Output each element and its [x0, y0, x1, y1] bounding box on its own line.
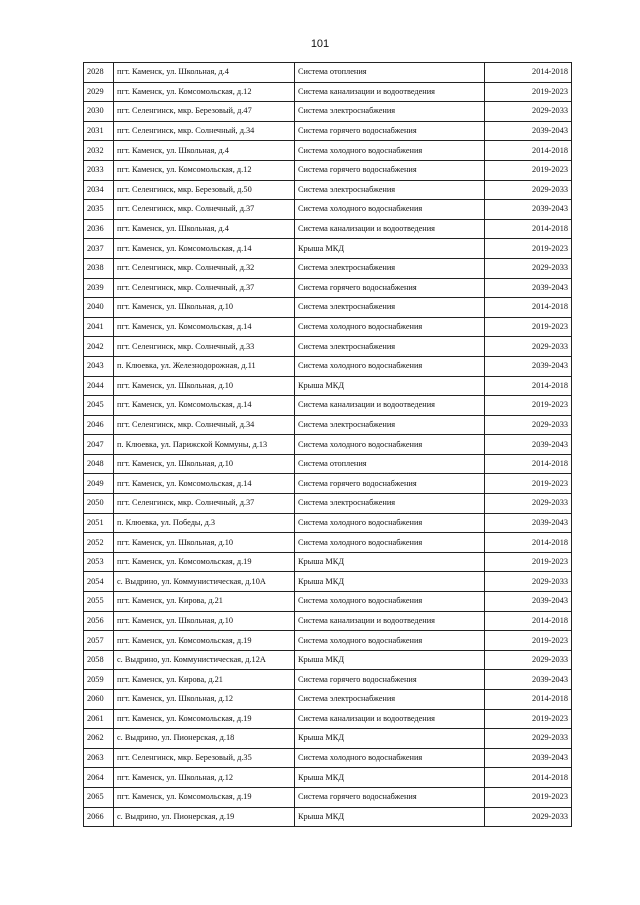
address-cell: пгт. Каменск, ул. Школьная, д.10 — [114, 298, 295, 318]
address-cell: п. Клюевка, ул. Победы, д.3 — [114, 513, 295, 533]
system-cell: Система холодного водоснабжения — [295, 317, 485, 337]
address-cell: пгт. Каменск, ул. Школьная, д.10 — [114, 611, 295, 631]
period-cell: 2039-2043 — [485, 513, 572, 533]
table-row — [84, 729, 572, 749]
address-cell: пгт. Каменск, ул. Школьная, д.10 — [114, 454, 295, 474]
row-number-cell: 2043 — [84, 356, 114, 376]
table-row — [84, 396, 572, 416]
period-cell: 2039-2043 — [485, 121, 572, 141]
period-cell: 2014-2018 — [485, 141, 572, 161]
system-cell: Система горячего водоснабжения — [295, 787, 485, 807]
period-cell: 2019-2023 — [485, 474, 572, 494]
row-number-cell: 2040 — [84, 298, 114, 318]
period-cell: 2019-2023 — [485, 396, 572, 416]
row-number-cell: 2047 — [84, 435, 114, 455]
row-number-cell: 2037 — [84, 239, 114, 259]
row-number-cell: 2060 — [84, 690, 114, 710]
system-cell: Система электроснабжения — [295, 337, 485, 357]
table-row — [84, 533, 572, 553]
period-cell: 2019-2023 — [485, 82, 572, 102]
table-row — [84, 768, 572, 788]
address-cell: п. Клюевка, ул. Парижской Коммуны, д.13 — [114, 435, 295, 455]
address-cell: с. Выдрино, ул. Пионерская, д.19 — [114, 807, 295, 827]
address-cell: пгт. Каменск, ул. Школьная, д.4 — [114, 63, 295, 83]
row-number-cell: 2034 — [84, 180, 114, 200]
address-cell: пгт. Каменск, ул. Кирова, д.21 — [114, 670, 295, 690]
system-cell: Крыша МКД — [295, 729, 485, 749]
period-cell: 2029-2033 — [485, 729, 572, 749]
table-row — [84, 278, 572, 298]
system-cell: Крыша МКД — [295, 239, 485, 259]
system-cell: Система отопления — [295, 63, 485, 83]
period-cell: 2029-2033 — [485, 180, 572, 200]
row-number-cell: 2050 — [84, 494, 114, 514]
address-cell: пгт. Каменск, ул. Школьная, д.12 — [114, 768, 295, 788]
row-number-cell: 2028 — [84, 63, 114, 83]
system-cell: Система горячего водоснабжения — [295, 670, 485, 690]
table-row — [84, 82, 572, 102]
row-number-cell: 2058 — [84, 650, 114, 670]
address-cell: пгт. Каменск, ул. Комсомольская, д.19 — [114, 709, 295, 729]
address-cell: пгт. Каменск, ул. Комсомольская, д.14 — [114, 474, 295, 494]
row-number-cell: 2062 — [84, 729, 114, 749]
system-cell: Система электроснабжения — [295, 690, 485, 710]
period-cell: 2014-2018 — [485, 219, 572, 239]
table-row — [84, 650, 572, 670]
period-cell: 2014-2018 — [485, 63, 572, 83]
address-cell: пгт. Селенгинск, мкр. Солнечный, д.37 — [114, 278, 295, 298]
table-row — [84, 454, 572, 474]
period-cell: 2029-2033 — [485, 807, 572, 827]
table-row — [84, 63, 572, 83]
row-number-cell: 2042 — [84, 337, 114, 357]
address-cell: пгт. Селенгинск, мкр. Солнечный, д.37 — [114, 200, 295, 220]
period-cell: 2019-2023 — [485, 709, 572, 729]
table-row — [84, 180, 572, 200]
period-cell: 2014-2018 — [485, 768, 572, 788]
table-row — [84, 121, 572, 141]
system-cell: Система холодного водоснабжения — [295, 513, 485, 533]
system-cell: Система горячего водоснабжения — [295, 160, 485, 180]
table-row — [84, 435, 572, 455]
system-cell: Крыша МКД — [295, 768, 485, 788]
address-cell: пгт. Каменск, ул. Комсомольская, д.14 — [114, 396, 295, 416]
table-row — [84, 258, 572, 278]
table-row — [84, 376, 572, 396]
table-row — [84, 552, 572, 572]
system-cell: Система горячего водоснабжения — [295, 121, 485, 141]
period-cell: 2029-2033 — [485, 572, 572, 592]
period-cell: 2014-2018 — [485, 533, 572, 553]
period-cell: 2019-2023 — [485, 631, 572, 651]
system-cell: Система холодного водоснабжения — [295, 748, 485, 768]
system-cell: Система отопления — [295, 454, 485, 474]
table-row — [84, 474, 572, 494]
repair-schedule-table — [83, 62, 572, 827]
table-row — [84, 141, 572, 161]
system-cell: Система канализации и водоотведения — [295, 611, 485, 631]
system-cell: Крыша МКД — [295, 552, 485, 572]
row-number-cell: 2051 — [84, 513, 114, 533]
period-cell: 2039-2043 — [485, 200, 572, 220]
address-cell: п. Клюевка, ул. Железнодорожная, д.11 — [114, 356, 295, 376]
row-number-cell: 2039 — [84, 278, 114, 298]
address-cell: пгт. Селенгинск, мкр. Солнечный, д.34 — [114, 121, 295, 141]
address-cell: пгт. Каменск, ул. Школьная, д.12 — [114, 690, 295, 710]
row-number-cell: 2056 — [84, 611, 114, 631]
row-number-cell: 2032 — [84, 141, 114, 161]
system-cell: Система канализации и водоотведения — [295, 709, 485, 729]
system-cell: Система канализации и водоотведения — [295, 219, 485, 239]
page-number: 101 — [310, 38, 330, 50]
row-number-cell: 2030 — [84, 102, 114, 122]
address-cell: пгт. Каменск, ул. Кирова, д.21 — [114, 592, 295, 612]
row-number-cell: 2059 — [84, 670, 114, 690]
system-cell: Система электроснабжения — [295, 415, 485, 435]
address-cell: с. Выдрино, ул. Пионерская, д.18 — [114, 729, 295, 749]
period-cell: 2029-2033 — [485, 415, 572, 435]
row-number-cell: 2066 — [84, 807, 114, 827]
system-cell: Система холодного водоснабжения — [295, 631, 485, 651]
address-cell: пгт. Селенгинск, мкр. Березовый, д.50 — [114, 180, 295, 200]
system-cell: Система электроснабжения — [295, 102, 485, 122]
period-cell: 2039-2043 — [485, 748, 572, 768]
row-number-cell: 2029 — [84, 82, 114, 102]
period-cell: 2039-2043 — [485, 670, 572, 690]
period-cell: 2039-2043 — [485, 592, 572, 612]
table-row — [84, 748, 572, 768]
row-number-cell: 2045 — [84, 396, 114, 416]
row-number-cell: 2031 — [84, 121, 114, 141]
table-row — [84, 572, 572, 592]
table-row — [84, 709, 572, 729]
system-cell: Система горячего водоснабжения — [295, 278, 485, 298]
row-number-cell: 2057 — [84, 631, 114, 651]
row-number-cell: 2048 — [84, 454, 114, 474]
row-number-cell: 2052 — [84, 533, 114, 553]
period-cell: 2019-2023 — [485, 552, 572, 572]
address-cell: пгт. Каменск, ул. Комсомольская, д.19 — [114, 552, 295, 572]
table-row — [84, 592, 572, 612]
table-row — [84, 356, 572, 376]
period-cell: 2029-2033 — [485, 650, 572, 670]
system-cell: Система холодного водоснабжения — [295, 200, 485, 220]
period-cell: 2014-2018 — [485, 298, 572, 318]
table-row — [84, 160, 572, 180]
address-cell: пгт. Селенгинск, мкр. Березовый, д.35 — [114, 748, 295, 768]
system-cell: Система канализации и водоотведения — [295, 396, 485, 416]
period-cell: 2029-2033 — [485, 337, 572, 357]
system-cell: Крыша МКД — [295, 376, 485, 396]
table-row — [84, 631, 572, 651]
address-cell: пгт. Селенгинск, мкр. Солнечный, д.34 — [114, 415, 295, 435]
table-row — [84, 611, 572, 631]
address-cell: пгт. Селенгинск, мкр. Березовый, д.47 — [114, 102, 295, 122]
system-cell: Система электроснабжения — [295, 180, 485, 200]
system-cell: Система холодного водоснабжения — [295, 435, 485, 455]
address-cell: пгт. Каменск, ул. Комсомольская, д.12 — [114, 160, 295, 180]
table-row — [84, 494, 572, 514]
row-number-cell: 2044 — [84, 376, 114, 396]
system-cell: Система электроснабжения — [295, 258, 485, 278]
address-cell: пгт. Каменск, ул. Школьная, д.4 — [114, 141, 295, 161]
period-cell: 2019-2023 — [485, 239, 572, 259]
address-cell: пгт. Каменск, ул. Комсомольская, д.14 — [114, 317, 295, 337]
row-number-cell: 2054 — [84, 572, 114, 592]
address-cell: пгт. Селенгинск, мкр. Солнечный, д.32 — [114, 258, 295, 278]
table-row — [84, 513, 572, 533]
system-cell: Система канализации и водоотведения — [295, 82, 485, 102]
system-cell: Крыша МКД — [295, 650, 485, 670]
address-cell: пгт. Каменск, ул. Комсомольская, д.14 — [114, 239, 295, 259]
row-number-cell: 2049 — [84, 474, 114, 494]
period-cell: 2029-2033 — [485, 494, 572, 514]
system-cell: Система электроснабжения — [295, 494, 485, 514]
address-cell: пгт. Каменск, ул. Школьная, д.10 — [114, 533, 295, 553]
period-cell: 2014-2018 — [485, 454, 572, 474]
period-cell: 2039-2043 — [485, 278, 572, 298]
table-row — [84, 337, 572, 357]
row-number-cell: 2053 — [84, 552, 114, 572]
row-number-cell: 2061 — [84, 709, 114, 729]
table-row — [84, 102, 572, 122]
period-cell: 2039-2043 — [485, 435, 572, 455]
system-cell: Система холодного водоснабжения — [295, 141, 485, 161]
address-cell: пгт. Селенгинск, мкр. Солнечный, д.33 — [114, 337, 295, 357]
row-number-cell: 2065 — [84, 787, 114, 807]
period-cell: 2019-2023 — [485, 787, 572, 807]
period-cell: 2039-2043 — [485, 356, 572, 376]
row-number-cell: 2041 — [84, 317, 114, 337]
row-number-cell: 2063 — [84, 748, 114, 768]
row-number-cell: 2046 — [84, 415, 114, 435]
address-cell: с. Выдрино, ул. Коммунистическая, д.12А — [114, 650, 295, 670]
system-cell: Система холодного водоснабжения — [295, 356, 485, 376]
row-number-cell: 2038 — [84, 258, 114, 278]
system-cell: Система электроснабжения — [295, 298, 485, 318]
table-row — [84, 415, 572, 435]
table-row — [84, 670, 572, 690]
row-number-cell: 2064 — [84, 768, 114, 788]
address-cell: пгт. Каменск, ул. Школьная, д.4 — [114, 219, 295, 239]
address-cell: пгт. Каменск, ул. Школьная, д.10 — [114, 376, 295, 396]
table-row — [84, 690, 572, 710]
system-cell: Система холодного водоснабжения — [295, 592, 485, 612]
table-body — [84, 63, 572, 827]
system-cell: Крыша МКД — [295, 572, 485, 592]
period-cell: 2029-2033 — [485, 102, 572, 122]
row-number-cell: 2035 — [84, 200, 114, 220]
system-cell: Крыша МКД — [295, 807, 485, 827]
row-number-cell: 2033 — [84, 160, 114, 180]
row-number-cell: 2055 — [84, 592, 114, 612]
system-cell: Система горячего водоснабжения — [295, 474, 485, 494]
address-cell: пгт. Каменск, ул. Комсомольская, д.12 — [114, 82, 295, 102]
system-cell: Система холодного водоснабжения — [295, 533, 485, 553]
table-row — [84, 787, 572, 807]
address-cell: пгт. Каменск, ул. Комсомольская, д.19 — [114, 631, 295, 651]
address-cell: пгт. Селенгинск, мкр. Солнечный, д.37 — [114, 494, 295, 514]
row-number-cell: 2036 — [84, 219, 114, 239]
table-row — [84, 298, 572, 318]
table-row — [84, 219, 572, 239]
table-row — [84, 200, 572, 220]
address-cell: пгт. Каменск, ул. Комсомольская, д.19 — [114, 787, 295, 807]
period-cell: 2019-2023 — [485, 160, 572, 180]
table-row — [84, 239, 572, 259]
table-row — [84, 317, 572, 337]
period-cell: 2014-2018 — [485, 611, 572, 631]
period-cell: 2029-2033 — [485, 258, 572, 278]
table-row — [84, 807, 572, 827]
period-cell: 2019-2023 — [485, 317, 572, 337]
period-cell: 2014-2018 — [485, 376, 572, 396]
period-cell: 2014-2018 — [485, 690, 572, 710]
address-cell: с. Выдрино, ул. Коммунистическая, д.10А — [114, 572, 295, 592]
